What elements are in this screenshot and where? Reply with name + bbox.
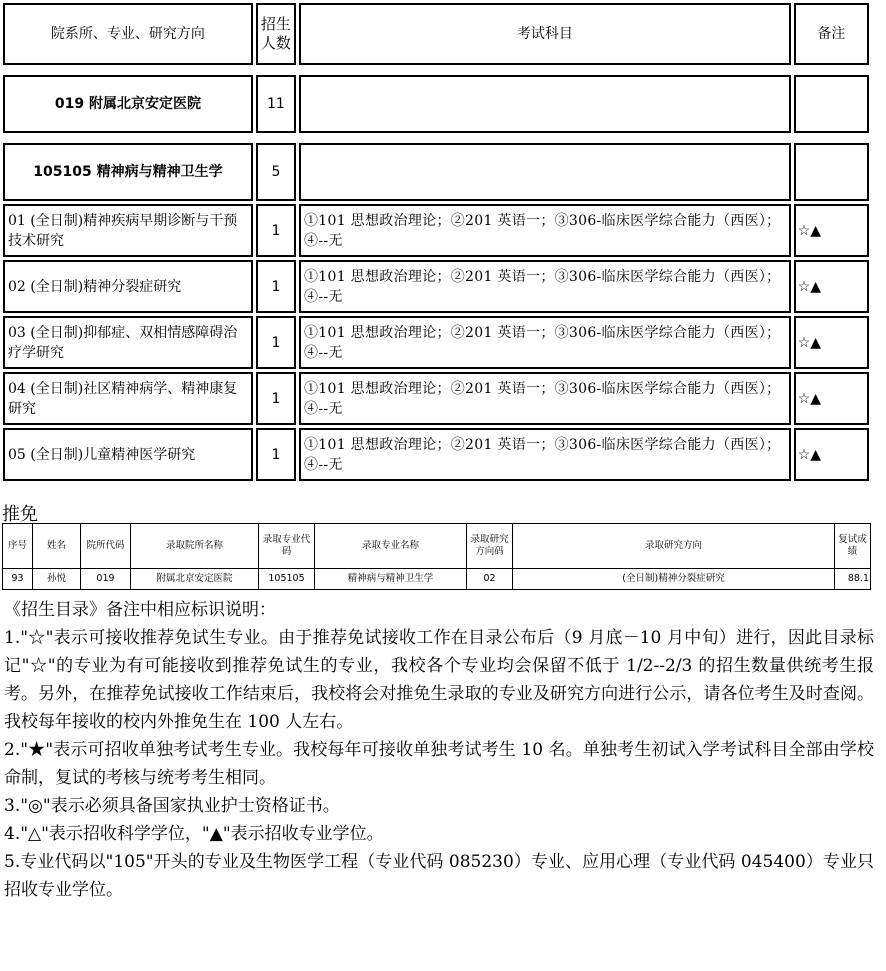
note-item: 5.专业代码以"105"开头的专业及生物医学工程（专业代码 085230）专业、应用心理（专业代码 045400）专业只招收专业学位。 bbox=[4, 852, 874, 900]
direction-count: 1 bbox=[256, 260, 296, 313]
direction-name: 05 (全日制)儿童精神医学研究 bbox=[3, 428, 253, 481]
direction-name: 04 (全日制)社区精神病学、精神康复研究 bbox=[3, 372, 253, 425]
header-enroll-text: 招生人数 bbox=[260, 15, 291, 52]
tuimian-cell: 105105 bbox=[259, 569, 315, 590]
direction-row bbox=[3, 260, 869, 313]
direction-exam: ①101 思想政治理论；②201 英语一；③306-临床医学综合能力（西医）；④--无 bbox=[299, 260, 791, 313]
direction-exam: ①101 思想政治理论；②201 英语一；③306-临床医学综合能力（西医）；④--无 bbox=[299, 316, 791, 369]
tuimian-cell: (全日制)精神分裂症研究 bbox=[513, 569, 835, 590]
tuimian-header-cell: 序号 bbox=[3, 524, 33, 569]
header-exam: 考试科目 bbox=[299, 3, 791, 65]
major-exam-empty bbox=[299, 143, 791, 201]
tuimian-header-cell: 院所代码 bbox=[81, 524, 131, 569]
direction-exam: ①101 思想政治理论；②201 英语一；③306-临床医学综合能力（西医）；④--无 bbox=[299, 372, 791, 425]
header-note: 备注 bbox=[794, 3, 869, 65]
department-note-empty bbox=[794, 75, 869, 133]
department-name: 019 附属北京安定医院 bbox=[3, 75, 253, 133]
direction-count: 1 bbox=[256, 204, 296, 257]
tuimian-data-row bbox=[3, 569, 871, 590]
direction-count: 1 bbox=[256, 316, 296, 369]
note-item: 4."△"表示招收科学学位，"▲"表示招收专业学位。 bbox=[4, 824, 384, 844]
tuimian-cell: 93 bbox=[3, 569, 33, 590]
tuimian-title: 推免 bbox=[2, 504, 38, 525]
tuimian-header-cell: 录取专业代码 bbox=[259, 524, 315, 569]
department-row bbox=[3, 75, 869, 133]
tuimian-header-cell: 录取研究方向 bbox=[513, 524, 835, 569]
tuimian-cell: 孙悦 bbox=[33, 569, 81, 590]
direction-exam: ①101 思想政治理论；②201 英语一；③306-临床医学综合能力（西医）；④--无 bbox=[299, 204, 791, 257]
direction-name: 02 (全日制)精神分裂症研究 bbox=[3, 260, 253, 313]
direction-note: ☆▲ bbox=[794, 428, 869, 481]
notes-section bbox=[4, 596, 874, 904]
tuimian-cell: 88.1 bbox=[835, 569, 871, 590]
direction-name: 01 (全日制)精神疾病早期诊断与干预技术研究 bbox=[3, 204, 253, 257]
direction-row bbox=[3, 316, 869, 369]
major-name: 105105 精神病与精神卫生学 bbox=[3, 143, 253, 201]
tuimian-header-cell: 录取院所名称 bbox=[131, 524, 259, 569]
tuimian-header-row bbox=[3, 524, 871, 569]
header-enroll bbox=[256, 3, 296, 65]
direction-note: ☆▲ bbox=[794, 260, 869, 313]
major-row bbox=[3, 143, 869, 201]
major-note-empty bbox=[794, 143, 869, 201]
direction-count: 1 bbox=[256, 372, 296, 425]
direction-row bbox=[3, 204, 869, 257]
direction-row bbox=[3, 372, 869, 425]
catalog-header-row bbox=[3, 3, 869, 65]
direction-note: ☆▲ bbox=[794, 204, 869, 257]
catalog-table bbox=[0, 0, 872, 484]
tuimian-cell: 019 bbox=[81, 569, 131, 590]
tuimian-header-cell: 录取研究方向码 bbox=[467, 524, 513, 569]
tuimian-cell: 精神病与精神卫生学 bbox=[315, 569, 467, 590]
department-count: 11 bbox=[256, 75, 296, 133]
note-item: 1."☆"表示可接收推荐免试生专业。由于推荐免试接收工作在目录公布后（9 月底－10 月中旬）进行，因此目录标记"☆"的专业为有可能接收到推荐免试生的专业，我校各个专业均会保留不低于 1/2--2/3 的招生数量供统考生报考。另外，在推荐免试接收工作结束后，我校将会对推免生录取的专业及研究方向进行公示，请各位考生及时查阅。我校每年接收的校内外推免生在 100 人左右。 bbox=[4, 628, 874, 732]
notes-title: 《招生目录》备注中相应标识说明： bbox=[4, 600, 276, 620]
direction-count: 1 bbox=[256, 428, 296, 481]
major-count: 5 bbox=[256, 143, 296, 201]
direction-note: ☆▲ bbox=[794, 316, 869, 369]
tuimian-header-cell: 姓名 bbox=[33, 524, 81, 569]
tuimian-header-cell: 录取专业名称 bbox=[315, 524, 467, 569]
department-exam-empty bbox=[299, 75, 791, 133]
direction-name: 03 (全日制)抑郁症、双相情感障碍治疗学研究 bbox=[3, 316, 253, 369]
tuimian-cell: 02 bbox=[467, 569, 513, 590]
direction-note: ☆▲ bbox=[794, 372, 869, 425]
gap-row bbox=[3, 136, 869, 140]
direction-row bbox=[3, 428, 869, 481]
note-item: 2."★"表示可招收单独考试考生专业。我校每年可接收单独考试考生 10 名。单独考生初试入学考试科目全部由学校命制，复试的考核与统考考生相同。 bbox=[4, 740, 874, 788]
gap-row bbox=[3, 68, 869, 72]
header-department: 院系所、专业、研究方向 bbox=[3, 3, 253, 65]
tuimian-header-cell: 复试成绩 bbox=[835, 524, 871, 569]
direction-exam: ①101 思想政治理论；②201 英语一；③306-临床医学综合能力（西医）；④--无 bbox=[299, 428, 791, 481]
tuimian-cell: 附属北京安定医院 bbox=[131, 569, 259, 590]
tuimian-table bbox=[2, 523, 871, 590]
note-item: 3."◎"表示必须具备国家执业护士资格证书。 bbox=[4, 796, 340, 816]
